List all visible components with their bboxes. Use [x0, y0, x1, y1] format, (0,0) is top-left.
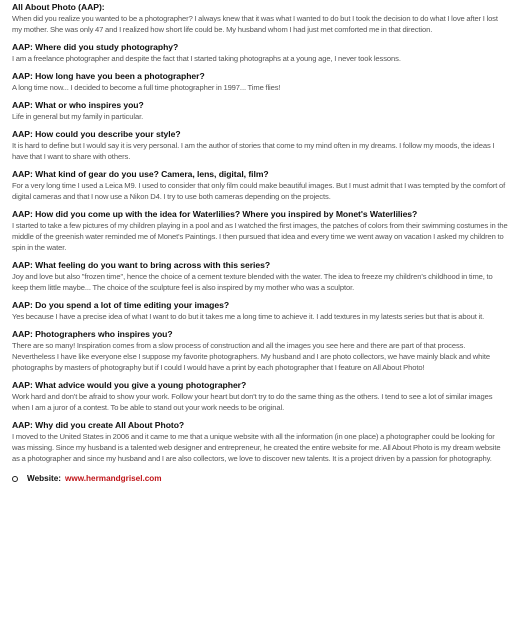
- answer-text: There are so many! Inspiration comes from a slow process of construction and all the images you see here and there are part of that process. Nevertheless I have like everyone else I suppose my favorite photographers. My husband and I are photo collectors, we have mainly black and white photographs by masters of photography but if I could I would have a print by each photographer that I feature on All About Photo!: [12, 341, 490, 372]
- answer-text: Yes because I have a precise idea of what I want to do but it takes me a long time to achieve it. I add textures in my latests series but that is about it.: [12, 312, 485, 321]
- answer-text: I am a freelance photographer and despite the fact that I started taking photographs at a young age, I never took lessons.: [12, 54, 401, 63]
- answer-text: Joy and love but also "frozen time", hence the choice of a cement texture blended with the water. The idea to freeze my children's childhood in time, to keep them little maybe... The choice of the sculpture feel is also inspired by my mother who was a sculptor.: [12, 272, 493, 292]
- circle-bullet-icon: [12, 476, 18, 482]
- question-heading: AAP: What or who inspires you?: [12, 100, 144, 110]
- answer-text: I started to take a few pictures of my children playing in a pool and as I watched the first images, the patches of colors from their swimming costumes in the middle of the greenish water reminded me of Monet's Paintings. I then pursued that idea and every time we went away on vacation I asked my children to spin in the water.: [12, 221, 508, 252]
- question-heading: AAP: How did you come up with the idea for Waterlilies? Where you inspired by Monet's Waterlilies?: [12, 209, 418, 219]
- question-heading: AAP: What feeling do you want to bring across with this series?: [12, 260, 271, 270]
- question-heading: AAP: Why did you create All About Photo?: [12, 420, 185, 430]
- question-heading: AAP: How long have you been a photographer?: [12, 71, 205, 81]
- answer-text: For a very long time I used a Leica M9. I used to consider that only film could make beautiful images. But I must admit that I was tempted by the comfort of digital cameras and that I now use a Nikon D4. I try to use both cameras depending on the projects.: [12, 181, 506, 201]
- answer-text: When did you realize you wanted to be a photographer? I always knew that it was what I wanted to do but I took the decision to do what I love after I lost my mother. She was only 47 and I realized how short life could be. My husband whom I had just met comforted me in that direction.: [12, 14, 498, 34]
- qa-block: [12, 300, 508, 322]
- question-heading: AAP: How could you describe your style?: [12, 129, 181, 139]
- qa-block: [12, 420, 508, 464]
- qa-block: [12, 260, 508, 293]
- qa-block: [12, 329, 508, 373]
- answer-text: It is hard to define but I would say it is very personal. I am the author of stories that come to my mind often in my dreams. I follow my moods, the ideas I have that I want to share with others.: [12, 141, 495, 161]
- question-heading: AAP: Where did you study photography?: [12, 42, 179, 52]
- question-heading: AAP: What advice would you give a young photographer?: [12, 380, 247, 390]
- answer-text: I moved to the United States in 2006 and it came to me that a unique website with all the information (in one place) a photographer could be looking for was missing. Since my husband is a talented web designer and entrepreneur, he created the entire website for me. All About Photo is my dream website as a photographer and since my husband and I are also collectors, we love to discover new talents. It is a project driven by a passion for photography.: [12, 432, 501, 463]
- qa-block: [12, 71, 508, 93]
- answer-text: A long time now... I decided to become a full time photographer in 1997... Time flies!: [12, 83, 281, 92]
- qa-block: [12, 100, 508, 122]
- qa-block: [12, 2, 508, 35]
- qa-block: [12, 129, 508, 162]
- question-heading: AAP: Photographers who inspires you?: [12, 329, 173, 339]
- question-heading: All About Photo (AAP):: [12, 2, 105, 12]
- answer-text: Life in general but my family in particular.: [12, 112, 144, 121]
- question-heading: AAP: Do you spend a lot of time editing your images?: [12, 300, 230, 310]
- qa-block: [12, 42, 508, 64]
- website-label: Website:: [27, 474, 61, 483]
- question-heading: AAP: What kind of gear do you use? Camera, lens, digital, film?: [12, 169, 269, 179]
- website-link[interactable]: www.hermandgrisel.com: [64, 474, 162, 483]
- qa-block: [12, 380, 508, 413]
- qa-block: [12, 169, 508, 202]
- qa-block: [12, 209, 508, 253]
- website-row: [12, 473, 508, 484]
- answer-text: Work hard and don't be afraid to show your work. Follow your heart but don't try to do the same thing as the others. I tend to see a lot of similar images when I am a juror of a contest. To be able to stand out your work needs to be original.: [12, 392, 493, 412]
